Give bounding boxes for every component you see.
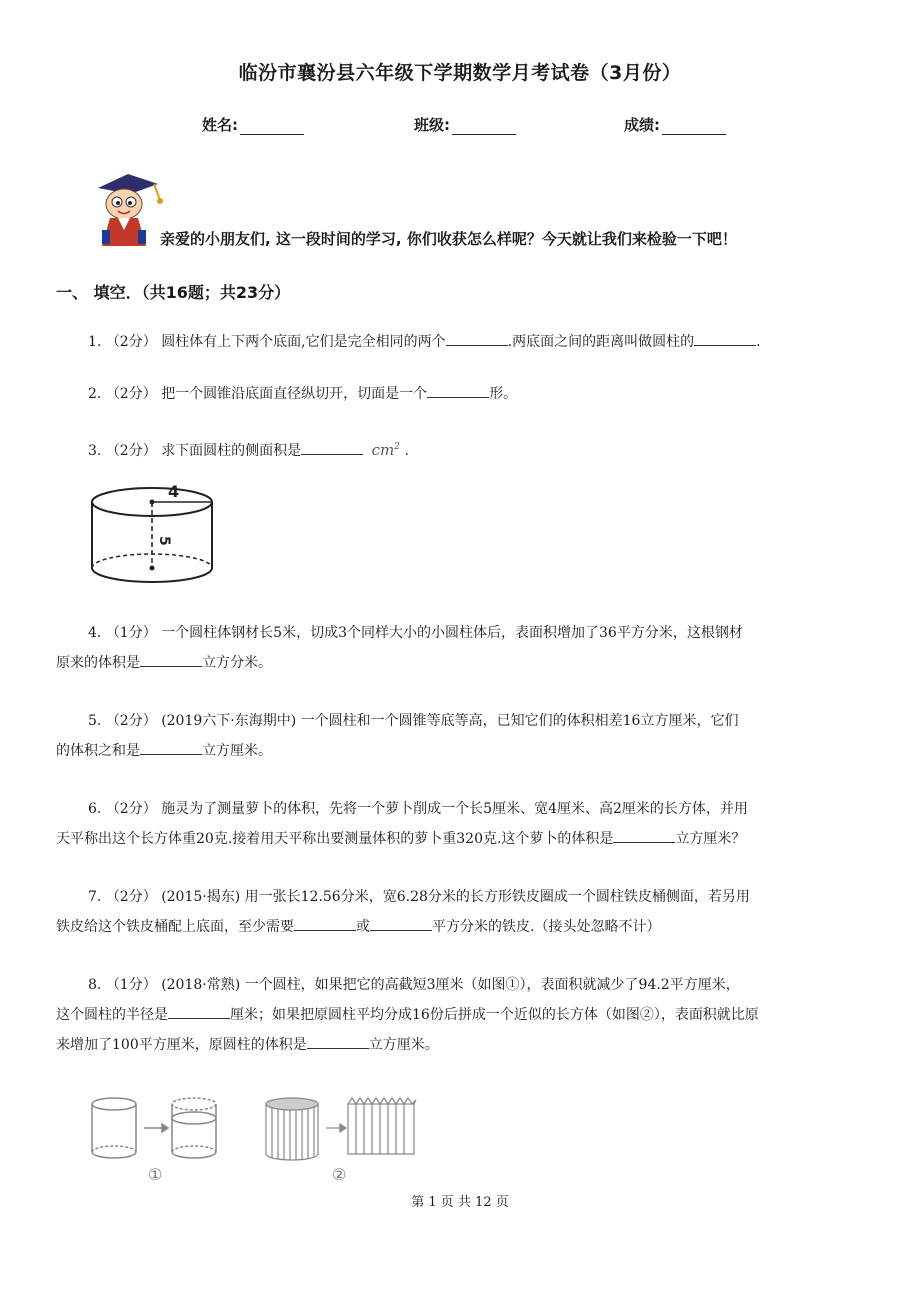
figure-2-sliced-cylinder (266, 1098, 416, 1160)
q2-answer-blank[interactable] (427, 381, 489, 398)
greeting-text: 亲爱的小朋友们, 这一段时间的学习, 你们收获怎么样呢？今天就让我们来检验一下吧！ (160, 230, 737, 248)
q5-text-c: 立方厘米。 (202, 743, 272, 759)
q7-points: （2分） (105, 889, 157, 905)
figure-1-cylinders (92, 1098, 216, 1158)
q2-text-b: 形。 (489, 386, 518, 402)
q3-unit: $cm^2$ (371, 441, 400, 459)
q3-points: （2分） (105, 443, 157, 459)
q5-text-a: (2019六下·东海期中) 一个圆柱和一个圆锥等底等高，已知它们的体积相差16立方厘米，它们 (161, 713, 739, 729)
q8-text-c: 厘米；如果把原圆柱平均分成16份后拼成一个近似的长方体（如图②），表面积就比原 (230, 1007, 759, 1023)
cylinder-height-label: 5 (156, 536, 172, 546)
class-field (414, 114, 516, 135)
q7-text-b: 铁皮给这个铁皮桶配上底面，至少需要 (56, 919, 294, 935)
q3-number: 3. (88, 443, 102, 459)
q3-text-a: 求下面圆柱的侧面积是 (161, 443, 302, 459)
q8-answer-blank-2[interactable] (307, 1032, 369, 1049)
q1-number: 1. (88, 334, 102, 350)
q8-text-e: 立方厘米。 (368, 1037, 439, 1053)
q6-points: （2分） (105, 801, 157, 817)
question-5 (56, 706, 868, 766)
page-title: 临汾市襄汾县六年级下学期数学月考试卷（3月份） (238, 62, 682, 84)
q2-text-a: 把一个圆锥沿底面直径纵切开，切面是一个 (161, 386, 428, 402)
question-4 (56, 618, 868, 678)
q8-figure (88, 1092, 428, 1188)
q6-answer-blank[interactable] (613, 826, 675, 843)
question-8 (56, 970, 868, 1060)
q1-text-a: 圆柱体有上下两个底面,它们是完全相同的两个 (161, 334, 446, 350)
name-blank (240, 118, 304, 135)
q7-text-a: (2015·揭东) 用一张长12.56分米，宽6.28分米的长方形铁皮圈成一个圆柱铁皮桶侧面，若另用 (161, 889, 750, 905)
cylinder-bottom-center (150, 566, 155, 571)
q7-text-c: 平方分米的铁皮.（接头处忽略不计） (432, 919, 661, 935)
q7-answer-blank-1[interactable] (294, 914, 356, 931)
q2-number: 2. (88, 386, 102, 402)
q4-text-c: 立方分米。 (202, 655, 272, 671)
q4-text-b: 原来的体积是 (56, 655, 140, 671)
figure-1-label: ① (148, 1165, 163, 1184)
question-7 (56, 882, 868, 942)
cylinder-radius-label: 4 (168, 482, 180, 501)
q5-text-b: 的体积之和是 (56, 743, 140, 759)
question-3 (56, 432, 868, 462)
q2-points: （2分） (105, 386, 157, 402)
q8-answer-blank-1[interactable] (168, 1002, 230, 1019)
score-field (624, 114, 726, 135)
q6-text-b: 天平称出这个长方体重20克.接着用天平称出要测量体积的萝卜重320克.这个萝卜的体积是 (56, 831, 614, 847)
cylinder-top-center (150, 500, 155, 505)
q3-text-c: . (404, 443, 409, 459)
q6-text-c: 立方厘米？ (675, 831, 746, 847)
figure-2-label: ② (332, 1165, 347, 1184)
student-info-row (0, 114, 920, 138)
mascot-doctor-icon (88, 168, 164, 248)
q8-points: （1分） (105, 977, 157, 993)
score-blank (662, 118, 726, 135)
name-field (202, 114, 304, 135)
q3-answer-blank[interactable] (301, 438, 363, 455)
question-6 (56, 794, 868, 854)
q1-text-c: . (756, 334, 761, 350)
q4-number: 4. (88, 625, 102, 641)
question-2 (56, 379, 868, 409)
q8-text-a: (2018·常熟) 一个圆柱，如果把它的高截短3厘米（如图①），表面积就减少了94.2平方厘米， (161, 977, 740, 993)
q4-points: （1分） (105, 625, 157, 641)
score-label: 成绩: (624, 116, 660, 134)
q5-answer-blank[interactable] (140, 738, 202, 755)
q1-answer-blank-1[interactable] (446, 329, 508, 346)
q6-number: 6. (88, 801, 102, 817)
class-blank (452, 118, 516, 135)
class-label: 班级: (414, 116, 450, 134)
q8-number: 8. (88, 977, 102, 993)
q5-number: 5. (88, 713, 102, 729)
q7-number: 7. (88, 889, 102, 905)
q7-answer-blank-2[interactable] (370, 914, 432, 931)
q5-points: （2分） (105, 713, 157, 729)
page-footer: 第 1 页 共 12 页 (411, 1195, 509, 1210)
q1-answer-blank-2[interactable] (694, 329, 756, 346)
section-heading: 一、 填空．（共16题；共23分） (56, 283, 291, 302)
cylinder-figure (88, 480, 218, 590)
q7-text-mid: 或 (356, 919, 370, 935)
q8-text-b: 这个圆柱的半径是 (56, 1007, 168, 1023)
q8-text-d: 来增加了100平方厘米，原圆柱的体积是 (56, 1037, 307, 1053)
q4-text-a: 一个圆柱体钢材长5米，切成3个同样大小的小圆柱体后，表面积增加了36平方分米，这根钢材 (161, 625, 743, 641)
question-1 (56, 327, 868, 357)
q1-points: （2分） (105, 334, 157, 350)
name-label: 姓名: (202, 116, 238, 134)
q6-text-a: 施灵为了测量萝卜的体积，先将一个萝卜削成一个长5厘米、宽4厘米、高2厘米的长方体，并用 (161, 801, 748, 817)
q1-text-b: .两底面之间的距离叫做圆柱的 (507, 334, 695, 350)
q4-answer-blank[interactable] (140, 650, 202, 667)
